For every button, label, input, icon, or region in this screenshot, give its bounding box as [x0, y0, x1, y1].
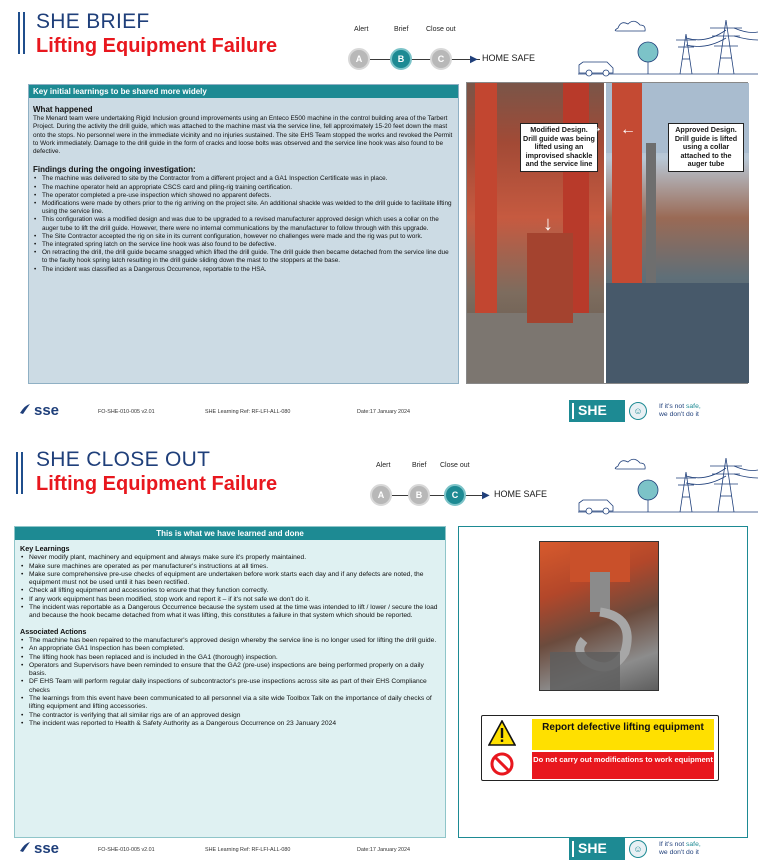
panel-header: Key initial learnings to be shared more widely: [29, 85, 458, 98]
sse-logo-text: sse: [34, 840, 60, 857]
person-icon: ☺: [629, 402, 647, 420]
list-item: • This configuration was a modified design and was due to be upgraded to a revised manufacturer approved design which uses a collar on the auger tube to lift the drill guide. However, there were no internal communications by the manufacturer to follow through with this upgrade.: [33, 216, 454, 232]
key-learnings-list: [20, 554, 440, 620]
key-learnings-heading: Key Learnings: [20, 544, 70, 553]
closeout-page: [0, 440, 768, 866]
list-item: • DF EHS Team will perform regular daily inspections of subcontractor's pre-use inspections across site as part of their EHS Compliance checks: [20, 678, 440, 695]
panel-body: [15, 540, 445, 728]
title-accent-bar: [21, 452, 23, 494]
list-item: • Modifications were made by others prior to the rig arriving on the project site. An additional shackle was welded to the drill guide to facilitate lifting using the service line.: [33, 200, 454, 216]
list-item: • An appropriate GA1 Inspection has been completed.: [20, 645, 440, 653]
page-subtitle: Lifting Equipment Failure: [36, 35, 278, 57]
she-logo: SHE: [569, 838, 625, 860]
progress-steps: [366, 462, 586, 512]
step-circle-a: A: [370, 484, 392, 506]
she-tagline: If it's not safe, we don't do it: [659, 403, 701, 418]
list-item: • The learnings from this event have been communicated to all personnel via a site wide Toolbox Talk on the importance of daily checks of lifting equipment and lifting accessories.: [20, 695, 440, 712]
step-label-alert: Alert: [354, 26, 369, 33]
list-item: • The machine has been repaired to the manufacturer's approved design whereby the service line is no longer used for lifting the drill guide.: [20, 637, 440, 645]
step-label-brief: Brief: [394, 26, 409, 33]
lessons-learned-panel: [14, 526, 446, 838]
list-item: • The incident was reportable as a Dangerous Occurrence because the system used at the time was intended to lift / lower / secure the load and because the hook became detached from what it was lifting, this constitutes a failure in that system which should be reported.: [20, 604, 440, 621]
closeout-title-block: [36, 448, 277, 496]
arrow-down-icon: ↓: [543, 213, 553, 235]
list-item: • Make sure machines are operated as per manufacturer's instructions at all times.: [20, 563, 440, 571]
learning-ref: SHE Learning Ref: RF-LFI-ALL-080: [205, 847, 291, 853]
list-item: • The incident was reported to Health & Safety Authority as a Dangerous Occurrence on 23 January 2024: [20, 720, 440, 728]
lifting-hook-photo: [539, 541, 659, 691]
page-subtitle: Lifting Equipment Failure: [36, 473, 278, 495]
she-branding: [569, 400, 745, 422]
arrow-right-icon: ▶: [470, 54, 478, 65]
home-safe-scene-illustration: [578, 14, 758, 78]
modified-design-photo: [467, 83, 604, 383]
home-safe-label: HOME SAFE: [482, 53, 536, 63]
closeout-visuals-panel: [458, 526, 748, 838]
list-item: • The machine was delivered to site by the Contractor from a different project and a GA1 Inspection Certificate was in place.: [33, 175, 454, 183]
approved-design-callout: Approved Design. Drill guide is lifted using a collar attached to the auger tube: [668, 123, 744, 172]
she-logo: SHE: [569, 400, 625, 422]
doc-ref: FO-SHE-010-005 v2.01: [98, 409, 155, 415]
list-item: • The lifting hook has been replaced and is included in the GA1 (thorough) inspection.: [20, 654, 440, 662]
she-tagline: If it's not safe, we don't do it: [659, 841, 701, 856]
list-item: • The operator completed a pre-use inspection which showed no apparent defects.: [33, 192, 454, 200]
hook-icon: [540, 542, 659, 691]
prohibited-icon: [490, 752, 514, 776]
list-item: • The Site Contractor accepted the rig on site in its current configuration, however no challenges were made and the rig was put to work.: [33, 233, 454, 241]
arrow-left-icon: ←: [620, 121, 636, 138]
step-label-closeout: Close out: [426, 26, 456, 33]
brief-page: [0, 0, 768, 430]
no-modifications-banner: Do not carry out modifications to work equipment: [532, 752, 714, 779]
associated-actions-list: [20, 637, 440, 728]
title-accent-bar: [16, 452, 18, 494]
arrow-right-icon: →: [587, 119, 603, 136]
findings-list: [33, 175, 454, 273]
list-item: • The incident was classified as a Dangerous Occurrence, reportable to the HSA.: [33, 266, 454, 274]
sse-logo-icon: [18, 840, 32, 854]
safety-sign: [481, 715, 719, 781]
title-accent-bar: [23, 12, 25, 54]
list-item: • Make sure comprehensive pre-use checks of equipment are undertaken before work starts each day and if any defects are noted, the equipment must not be used until it has been rectified.: [20, 571, 440, 588]
footer: [0, 836, 768, 866]
step-circle-c: C: [444, 484, 466, 506]
list-item: • The machine operator held an appropriate CSCS card and piling-rig training certification.: [33, 184, 454, 192]
list-item: • The integrated spring latch on the service line hook was also found to be defective.: [33, 241, 454, 249]
modified-design-callout: Modified Design. Drill guide was being lifted using an improvised shackle and the service line: [520, 123, 598, 172]
step-circle-b: B: [390, 48, 412, 70]
warning-icon: [488, 720, 516, 746]
doc-date: Date:17 January 2024: [357, 409, 411, 415]
list-item: • Operators and Supervisors have been reminded to ensure that the GA2 (pre-use) inspections are being performed properly on a daily basis.: [20, 662, 440, 679]
she-branding: [569, 838, 745, 860]
title-accent-bar: [18, 12, 20, 54]
step-circle-a: A: [348, 48, 370, 70]
page-title: SHE BRIEF: [36, 10, 150, 33]
list-item: • Check all lifting equipment and accessories to ensure that they function correctly.: [20, 587, 440, 595]
approved-design-photo: [606, 83, 749, 383]
what-happened-heading: What happened: [33, 105, 93, 114]
step-label-brief: Brief: [412, 462, 427, 469]
list-item: • Never modify plant, machinery and equipment and always make sure it's properly maintained.: [20, 554, 440, 562]
associated-actions-heading: Associated Actions: [20, 626, 87, 636]
sse-logo-icon: [18, 402, 32, 416]
step-circle-b: B: [408, 484, 430, 506]
progress-steps: [344, 26, 564, 76]
step-connector: [392, 495, 482, 496]
step-circle-c: C: [430, 48, 452, 70]
list-item: • If any work equipment has been modified, stop work and report it – if it's not safe we don't do it.: [20, 596, 440, 604]
arrow-right-icon: ▶: [482, 490, 490, 501]
learning-ref: SHE Learning Ref: RF-LFI-ALL-080: [205, 409, 291, 415]
doc-date: Date:17 January 2024: [357, 847, 411, 853]
findings-heading: Findings during the ongoing investigation:: [33, 165, 196, 175]
person-icon: ☺: [629, 840, 647, 858]
home-safe-scene-illustration: [578, 452, 758, 516]
list-item: • On retracting the drill, the drill guide became snagged which lifted the drill guide. The drill guide then became detached from the service line due to the faulty hook spring latch resulting in the drill guide sliding down the mast to the stoppers at the base.: [33, 249, 454, 265]
what-happened-text: The Menard team were undertaking Rigid Inclusion ground improvements using an Enteco E500 machine in the control building area of the Tarbert Project. During the activity the drill guide, which was attached to the machine mast via the service line, fell approximately 15-20 feet down the mast onto the stops. No personnel were in the immediate vicinity and no injuries sustained. The site EHS Team stopped the works and revoked the Permit to Work immediately. Damage to the drill guide in the form of cracks and loose bolts was observed and the service line hook was also found to be defective.: [33, 115, 453, 156]
step-label-alert: Alert: [376, 462, 391, 469]
report-defective-banner: Report defective lifting equipment: [532, 719, 714, 750]
footer: [0, 398, 768, 428]
panel-header: This is what we have learned and done: [15, 527, 445, 540]
sse-logo-text: sse: [34, 402, 60, 419]
brief-title-block: [36, 10, 277, 58]
list-item: • The contractor is verifying that all similar rigs are of an approved design: [20, 712, 440, 720]
panel-body: [29, 98, 458, 274]
doc-ref: FO-SHE-010-005 v2.01: [98, 847, 155, 853]
drill-rig-photos: [466, 82, 748, 384]
step-connector: [370, 59, 480, 60]
key-learnings-panel: [28, 84, 459, 384]
page-title: SHE CLOSE OUT: [36, 448, 211, 471]
home-safe-label: HOME SAFE: [494, 489, 548, 499]
step-label-closeout: Close out: [440, 462, 470, 469]
